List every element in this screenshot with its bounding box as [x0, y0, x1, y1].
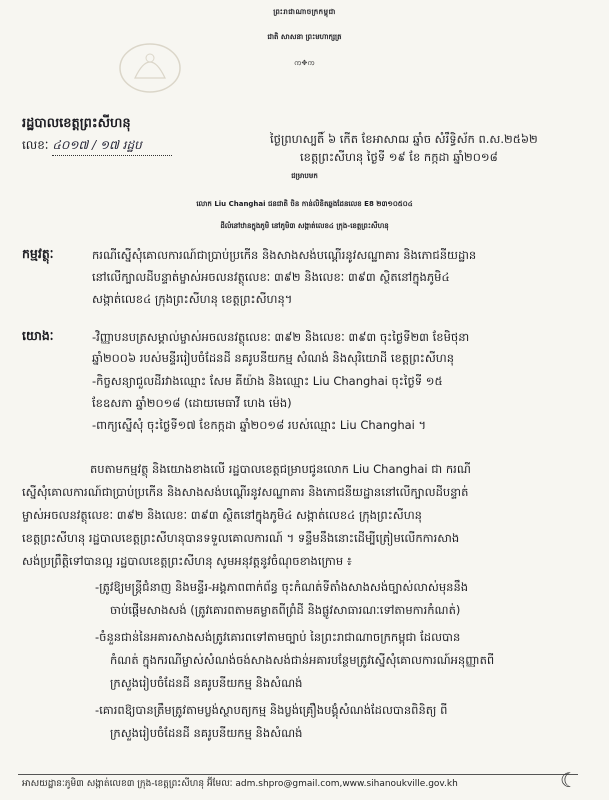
subject-line-1: លោក Liu Changhai ជនជាតិ ចិន កាន់លិខិតឆ្លងដែនលេខ E8 ២៣១០៥០៤	[196, 200, 413, 208]
condition-line: -ចំនួនជាន់នៃអគារសាងសង់ត្រូវគោរពទៅតាមច្បាប់ នៃព្រះរាជាណាចក្រកម្ពុជា ដែលបាន	[95, 630, 461, 644]
body-line: តបតាមកម្មវត្ថុ និងយោងខាងលើ រដ្ឋបាលខេត្តជម្រាបជូនលោក Liu Changhai ជា ករណី	[90, 462, 471, 476]
condition-line: -គោរពឱ្យបានត្រឹមត្រូវតាមប្លង់ស្ថាបត្យកម្ម និងប្លង់គ្រឿងបង្គុំសំណង់ដែលបានពិនិត្យ ពី	[95, 703, 448, 717]
body-line: ម្ចាស់អចលនវត្ថុលេខៈ ៣៩២ និងលេខៈ ៣៩៣ ស្ថិតនៅក្នុងភូមិ៤ សង្កាត់លេខ៤ ក្រុងព្រះសីហនុ	[22, 508, 422, 522]
document-type: ជម្រាបមក	[291, 172, 318, 180]
condition-line: ចាប់ផ្ដើមសាងសង់ (ត្រូវគោរពតាមគម្លាតពីព្រំដី និងផ្លូវសាធារណៈទៅតាមការកំណត់)	[110, 603, 461, 617]
condition-line: ក្រសួងរៀបចំដែនដី នគរូបនីយកម្ម និងសំណង់	[110, 676, 303, 690]
header-ornament: ᨠ✥ᨠ	[294, 59, 315, 67]
reference-line: -ពាក្យស្នើសុំ ចុះថ្ងៃទី១៧ ខែកក្កដា ឆ្នាំ២០១៨ របស់ឈ្មោះ Liu Changhai ។	[92, 418, 427, 432]
body-line: សង់ប្រព្រឹត្តិទៅបានល្អ រដ្ឋបាលខេត្តព្រះសីហនុ សូមអនុវត្តនូវចំណុចខាងក្រោម ៖	[22, 554, 352, 568]
body-line: ខេត្តព្រះសីហនុ រដ្ឋបាលខេត្តព្រះសីហនុបានទទួលគោលការណ៍ ។ ទន្ទឹមនឹងនោះដើម្បីត្រៀមលើកការសាង	[22, 531, 460, 545]
reference-label: លេខៈ	[22, 138, 49, 152]
motto-heading: ជាតិ សាសនា ព្រះមហាក្សត្រ	[267, 33, 342, 41]
reference-line: -កិច្ចសន្យាជួលដីរវាងឈ្មោះ សែម គីយ៉ាង និងឈ្មោះ Liu Changhai ចុះថ្ងៃទី ១៥	[92, 374, 443, 388]
condition-line: ក្រសួងរៀបចំដែនដី នគរូបនីយកម្ម និងសំណង់	[110, 726, 303, 740]
objective-line: សង្កាត់លេខ៤ ក្រុងព្រះសីហនុ ខេត្តព្រះសីហនុ។	[92, 292, 293, 306]
condition-line: កំណត់ ក្នុងករណីម្ចាស់សំណង់ចង់សាងសង់ជាន់អគារបន្ថែមត្រូវស្នើសុំគោលការណ៍អនុញ្ញាតពី	[110, 653, 495, 667]
reference-number	[22, 137, 172, 156]
subject-line-2: ដីលំនៅឋានក្នុងភូមិ នៅភូមិ៣ សង្កាត់លេខ៤ ក្រុង-ខេត្តព្រះសីហនុ	[220, 222, 389, 230]
reference-handwritten: ៤០១៧ / ១៧ រដ្ឋប	[52, 137, 172, 156]
condition-line: -ត្រូវឱ្យមន្ត្រីជំនាញ និងមន្ទីរ-អង្គភាពពាក់ព័ន្ធ ចុះកំណត់ទីតាំងសាងសង់ច្បាស់លាស់មុននឹង	[95, 580, 469, 594]
objective-line: ករណីស្នើសុំគោលការណ៍ជាប្រាប់ប្រកើន និងសាងសង់បណ្ដើរនូវសណ្ឋាគារ និងភោជនីយដ្ឋាន	[92, 248, 477, 262]
body-line: ស្នើសុំគោលការណ៍ជាប្រាប់ប្រកើន និងសាងសង់បណ្ដើរនូវសណ្ឋាគារ និងភោជនីយដ្ឋាននៅលើក្បាលដីបន្ទាត់	[22, 485, 469, 499]
objective-line: នៅលើក្បាលដីបន្ទាត់ម្ចាស់អចលនវត្ថុលេខៈ ៣៩២ និងលេខៈ ៣៩៣ ស្ថិតនៅក្នុងភូមិ៤	[92, 270, 450, 284]
reference-line: ឆ្នាំ២០០៦ របស់មន្ទីររៀបចំដែនដី នគរូបនីយកម្ម សំណង់ និងសុរិយោដី ខេត្តព្រះសីហនុ	[92, 351, 455, 365]
reference-line: ខែឧសភា ឆ្នាំ២០១៨ (ដោយមេធាវី ហេង ម៉េង)	[92, 396, 292, 410]
kingdom-heading: ព្រះរាជាណាចក្រកម្ពុជា	[273, 8, 336, 16]
footer-divider	[18, 774, 578, 775]
footer-address: អាសយដ្ឋានៈភូមិ៣ សង្កាត់លេខ៣ ក្រុង-ខេត្តព្រះសីហនុ អ៊ីមែលៈ adm.shpro@gmail.com,www.sihanoukville.gov.kh	[22, 779, 458, 789]
solar-date: ខេត្តព្រះសីហនុ ថ្ងៃទី ១៩ ខែ កក្កដា ឆ្នាំ២០១៨	[300, 150, 498, 164]
references-label: យោងៈ	[22, 328, 54, 343]
issuing-department: រដ្ឋបាលខេត្តព្រះសីហនុ	[22, 116, 131, 131]
reference-line: -វិញ្ញាបនបត្រសម្គាល់ម្ចាស់អចលនវត្ថុលេខៈ ៣៩២ និងលេខៈ ៣៩៣ ចុះថ្ងៃទី២៣ ខែមិថុនា	[92, 330, 470, 344]
objective-label: កម្មវត្ថុៈ	[22, 246, 54, 261]
page-corner-mark-icon: ☾	[560, 768, 578, 792]
lunar-date: ថ្ងៃព្រហស្បតិ៍ ៦ កើត ខែអាសាឍ ឆ្នាំច សំរឹទ្ធិស័ក ព.ស.២៥៦២	[270, 132, 538, 146]
